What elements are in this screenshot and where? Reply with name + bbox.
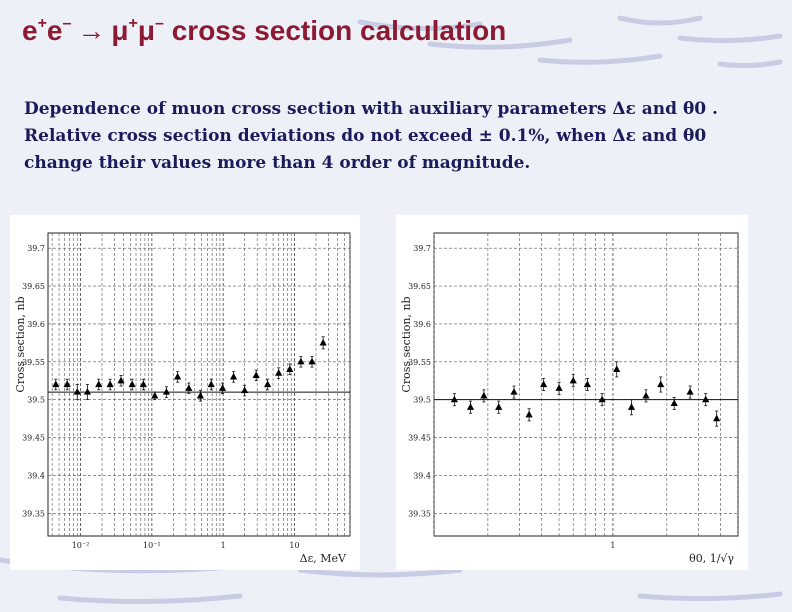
y-tick-label: 39.45 [408,433,431,443]
paragraph-line-3: change their values more than 4 order of magnitude. [24,153,531,173]
y-tick-label: 39.4 [27,471,45,481]
y-tick-label: 39.55 [408,357,431,367]
x-tick-label: 10⁻¹ [143,541,161,550]
paragraph-line-2: Relative cross section deviations do not exceed ± 0.1%, when Δε and θ0 [24,126,707,146]
y-tick-label: 39.45 [22,433,45,443]
x-axis-label: Δε, MeV [299,552,346,565]
y-axis-label: Cross section, nb [14,296,27,393]
x-axis-label: θ0, 1/√γ [689,552,734,565]
chart-left [10,215,360,570]
x-tick-label: 1 [610,541,616,550]
plot-frame [48,233,350,536]
y-tick-label: 39.5 [27,395,45,405]
paragraph-line-1: Dependence of muon cross section with auxiliary parameters Δε and θ0 . [24,99,718,119]
y-tick-label: 39.6 [27,319,45,329]
y-tick-label: 39.65 [22,282,45,292]
y-tick-label: 39.5 [413,395,431,405]
chart-right [396,215,748,570]
y-axis-label: Cross section, nb [400,296,413,393]
right-arrow-icon: → [77,15,106,46]
y-tick-label: 39.7 [413,244,431,254]
y-tick-label: 39.35 [22,509,45,519]
y-tick-label: 39.6 [413,319,431,329]
y-tick-label: 39.55 [22,357,45,367]
y-tick-label: 39.35 [408,509,431,519]
x-tick-label: 10 [289,541,300,550]
y-tick-label: 39.7 [27,244,45,254]
x-tick-label: 10⁻² [71,541,90,550]
slide-title: e+e– → μ+μ– cross section calculation [22,15,507,46]
y-tick-label: 39.4 [413,471,431,481]
slide-paragraph [24,96,784,177]
x-tick-label: 1 [220,541,226,550]
y-tick-label: 39.65 [408,282,431,292]
